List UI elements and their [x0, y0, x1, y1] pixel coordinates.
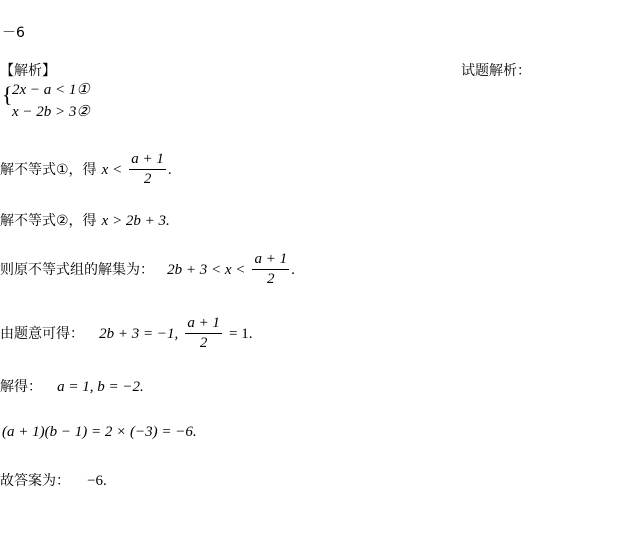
step-1: 解不等式①，得 x < $\frac{a + 1}{2}$ .	[0, 151, 172, 187]
step-4-fraction	[185, 316, 222, 351]
step-2	[0, 210, 170, 230]
system-line-1: 2x − a < 1①	[12, 82, 90, 98]
step-7	[0, 470, 107, 490]
step-6-math: (a + 1)(b − 1) = 2 × (−3) = −6.	[2, 424, 197, 440]
step-3: 则原不等式组的解集为： 2b + 3 < x < $\frac{a + 1}{2}$ .	[0, 251, 295, 287]
step-1-math: x <	[101, 162, 123, 178]
step-4-numerator: a + 1	[185, 316, 222, 334]
step-1-fraction	[129, 152, 166, 187]
step-1-text: 解不等式①，得	[0, 162, 97, 178]
step-4	[0, 316, 253, 351]
top-answer: －6	[2, 25, 25, 41]
system-brace: {	[2, 82, 13, 107]
system-line-2: x − 2b > 3②	[12, 104, 90, 120]
step-5-text: 解得：	[0, 379, 42, 395]
step-3-math: 2b + 3 < x <	[167, 262, 246, 278]
step-3-fraction	[252, 252, 289, 287]
step-7-text: 故答案为：	[0, 473, 70, 489]
step-3-text: 则原不等式组的解集为：	[0, 262, 154, 278]
step-4-tail: = 1.	[229, 326, 253, 342]
analysis-label: 【解析】	[0, 63, 56, 79]
step-5-math: a = 1, b = −2.	[57, 379, 144, 395]
step-2-text: 解不等式②，得	[0, 213, 97, 229]
step-1-numerator: a + 1	[129, 152, 166, 170]
step-7-math: −6.	[87, 473, 107, 489]
step-4-text: 由题意可得：	[0, 326, 84, 342]
step-2-math: x > 2b + 3.	[101, 213, 170, 229]
step-4-math: 2b + 3 = −1,	[99, 326, 179, 342]
step-3-denominator: 2	[267, 271, 275, 287]
step-5	[0, 376, 144, 396]
step-1-denominator: 2	[143, 171, 152, 187]
step-3-numerator: a + 1	[252, 252, 289, 270]
step-4-denominator: 2	[199, 335, 208, 351]
detail-label: 试题解析：	[461, 63, 531, 79]
